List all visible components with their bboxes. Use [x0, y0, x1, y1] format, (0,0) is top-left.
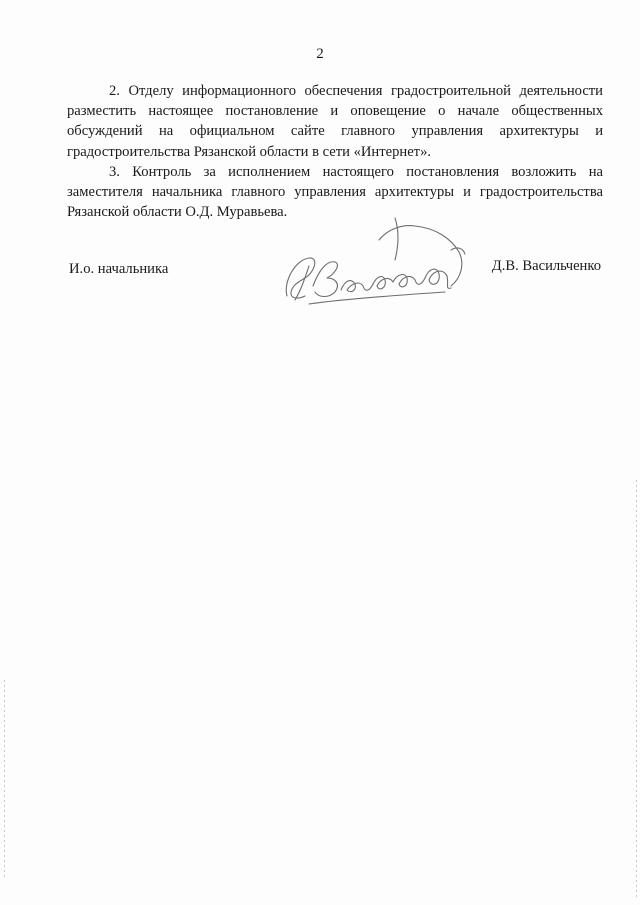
scan-edge-artifact: [4, 680, 5, 880]
signature-block: [67, 258, 603, 285]
paragraph-2: 2. Отделу информационного обеспечения градостроительной деятельности разместить настоящее постановление и оповещение о начале общественных обсуждений на официальном сайте главного управления архитектуры и градостроительства Рязанской области в сети «Интернет».: [67, 83, 603, 160]
paragraph-3: 3. Контроль за исполнением настоящего постановления возложить на заместителя начальника главного управления архитектуры и градостроительства Рязанской области О.Д. Муравьева.: [67, 163, 603, 221]
signatory-name: Д.В. Васильченко: [491, 258, 601, 274]
handwritten-signature: [275, 200, 485, 320]
signatory-title: И.о. начальника: [69, 261, 169, 277]
page-number: 2: [316, 46, 324, 62]
scan-edge-artifact: [636, 480, 637, 900]
